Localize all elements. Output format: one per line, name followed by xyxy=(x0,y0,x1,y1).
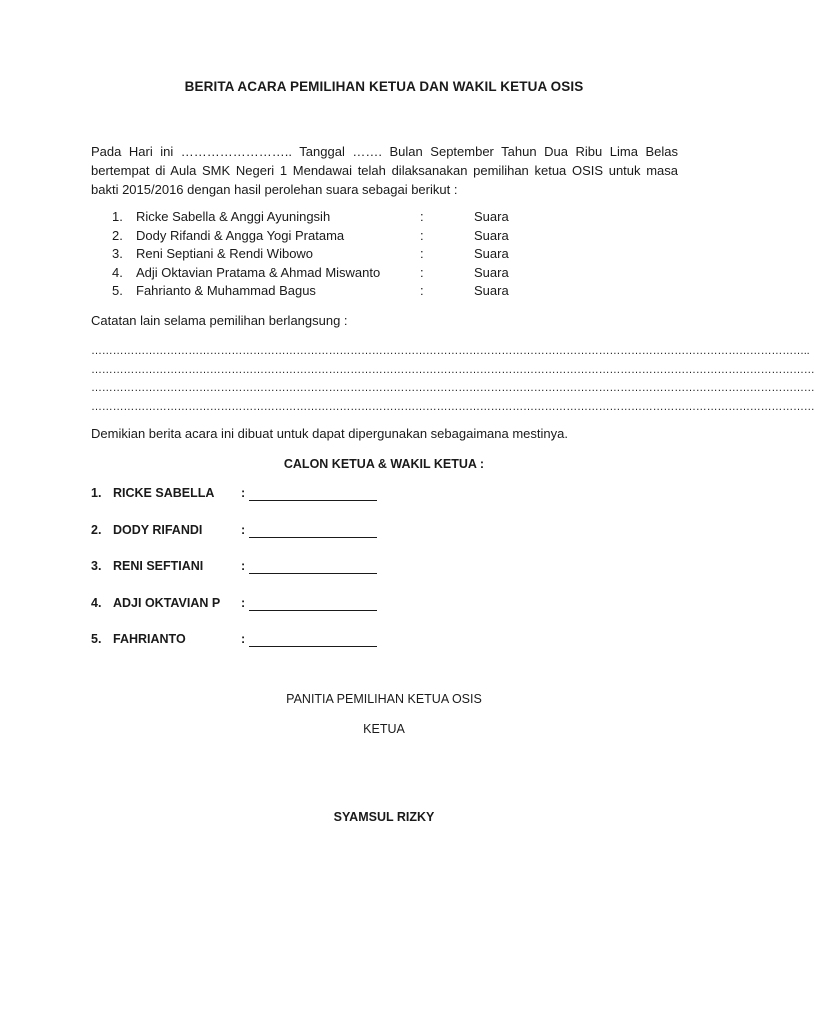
separator-colon: : xyxy=(241,595,246,610)
item-number: 2. xyxy=(112,227,123,243)
separator-colon: : xyxy=(420,209,424,224)
signature-row xyxy=(91,559,491,596)
item-number: 4. xyxy=(112,264,123,280)
dotted-line: ……………………………………………………………………………………………………………………………………………………………………………….. xyxy=(91,345,810,357)
signature-line xyxy=(249,500,377,501)
item-number: 4. xyxy=(91,595,102,610)
separator-colon: : xyxy=(241,632,246,647)
signature-line xyxy=(249,573,377,574)
chair-name: SYAMSUL RIZKY xyxy=(333,810,435,824)
separator-colon: : xyxy=(420,264,424,280)
candidate-pair-name: Fahrianto & Muhammad Bagus xyxy=(136,283,316,298)
vote-result-item xyxy=(112,282,532,301)
separator-colon: : xyxy=(420,246,424,261)
vote-result-list xyxy=(112,208,532,301)
vote-result-item xyxy=(112,208,532,227)
document-title: BERITA ACARA PEMILIHAN KETUA DAN WAKIL KETUA OSIS xyxy=(184,79,584,94)
vote-result-item xyxy=(112,245,532,264)
item-number: 3. xyxy=(112,246,123,261)
candidate-name: RENI SEFTIANI xyxy=(113,559,204,574)
item-number: 5. xyxy=(112,283,123,298)
signature-row xyxy=(91,596,491,633)
intro-paragraph: Pada Hari ini …………………….. Tanggal ……. Bulan September Tahun Dua Ribu Lima Belas bertempat di Aula SMK Negeri 1 Mendawai telah dilaksanakan pemilihan ketua OSIS untuk masa bakti 2015/2016 dengan hasil perolehan suara sebagai berikut : xyxy=(91,144,678,197)
item-number: 5. xyxy=(91,632,102,647)
candidate-pair-name: Adji Oktavian Pratama & Ahmad Miswanto xyxy=(136,264,381,280)
vote-unit-label: Suara xyxy=(474,264,509,280)
vote-unit-label: Suara xyxy=(474,246,509,261)
candidate-name: ADJI OKTAVIAN P xyxy=(113,595,221,610)
signature-line xyxy=(249,610,377,611)
item-number: 2. xyxy=(91,522,102,537)
committee-title: PANITIA PEMILIHAN KETUA OSIS xyxy=(286,692,482,706)
dotted-line: ………………………………………………………………………………………………………………………………………………………………………………… xyxy=(91,363,815,376)
candidate-pair-name: Reni Septiani & Rendi Wibowo xyxy=(136,246,314,261)
notes-dotted-lines xyxy=(91,342,815,416)
candidate-signature-list xyxy=(91,486,491,669)
item-number: 3. xyxy=(91,559,102,574)
separator-colon: : xyxy=(420,283,424,298)
separator-colon: : xyxy=(420,227,424,243)
closing-statement: Demikian berita acara ini dibuat untuk dapat dipergunakan sebagaimana mestinya. xyxy=(91,426,568,441)
vote-unit-label: Suara xyxy=(474,209,509,224)
item-number: 1. xyxy=(112,209,123,224)
vote-unit-label: Suara xyxy=(474,283,509,298)
dotted-line: ………………………………………………………………………………………………………………………………………………………………………………… xyxy=(91,400,815,413)
signature-row xyxy=(91,523,491,560)
candidate-name: DODY RIFANDI xyxy=(113,522,203,537)
candidate-name: RICKE SABELLA xyxy=(113,486,215,500)
signature-row xyxy=(91,486,491,523)
candidate-pair-name: Dody Rifandi & Angga Yogi Pratama xyxy=(136,227,345,243)
signature-row xyxy=(91,632,491,669)
vote-unit-label: Suara xyxy=(474,227,509,243)
candidate-pair-name: Ricke Sabella & Anggi Ayuningsih xyxy=(136,209,331,224)
candidate-name: FAHRIANTO xyxy=(113,632,186,647)
signature-heading: CALON KETUA & WAKIL KETUA : xyxy=(283,457,485,471)
signature-line xyxy=(249,537,377,538)
vote-result-item xyxy=(112,264,532,283)
dotted-line: ………………………………………………………………………………………………………………………………………………………………………………… xyxy=(91,382,815,394)
separator-colon: : xyxy=(241,522,246,537)
signature-line xyxy=(249,646,377,647)
separator-colon: : xyxy=(241,559,246,574)
committee-role: KETUA xyxy=(363,722,405,736)
separator-colon: : xyxy=(241,486,246,500)
vote-result-item xyxy=(112,227,532,246)
notes-label: Catatan lain selama pemilihan berlangsung : xyxy=(91,313,348,328)
item-number: 1. xyxy=(91,486,102,500)
